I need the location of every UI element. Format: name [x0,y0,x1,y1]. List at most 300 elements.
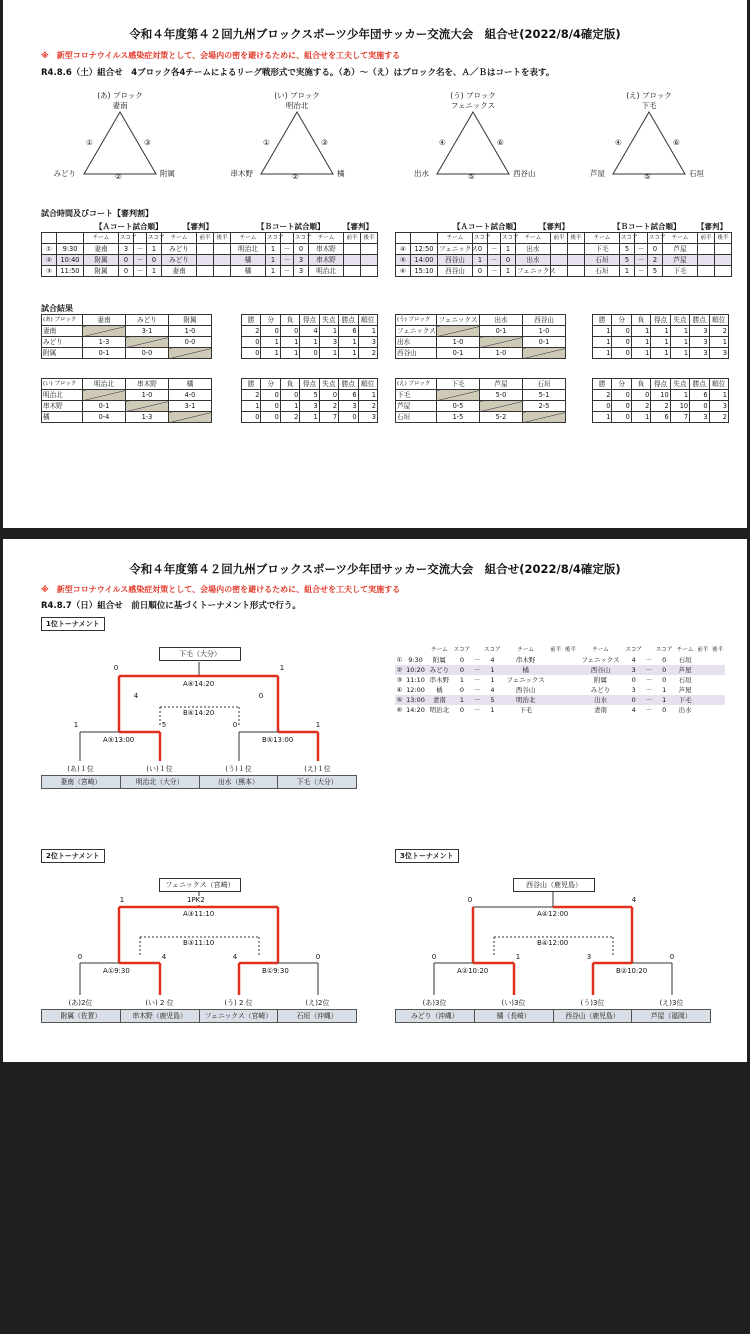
team-cell: 妻南 [162,266,197,277]
stat-header: 負 [631,315,650,326]
block-label: (い) ブロック [42,379,83,390]
edge-match-number: ④ [439,138,446,147]
diagonal-cell [523,348,566,359]
t1-winner: 下毛（大分） [159,647,241,661]
stats-row [242,326,378,337]
score-cell: 0 [662,656,667,664]
team-cell: 出水 [516,244,551,255]
block-team-right: 橘 [337,169,345,178]
score-cell: － [488,266,501,277]
score-cell: 0 [501,255,516,266]
team-name: 西谷山 [396,348,437,359]
header-cell: 後半 [712,647,724,653]
results-row [42,326,212,337]
score-cell: 1 [473,255,488,266]
score-cell: － [645,656,653,664]
result-cell: 1-5 [437,412,480,423]
referee-cell [715,244,732,255]
stat-header: 負 [280,315,299,326]
header-cell: 前半 [550,647,562,653]
results-grid-e [395,378,566,423]
t2-semi-right: B①9:30 [262,967,289,975]
block-team-right: 西谷山 [513,169,536,178]
team-name: 下毛 [396,390,437,401]
results-row [396,401,566,412]
score-cell: － [134,266,147,277]
bracket-team: 西谷山（鹿児島） [554,1010,633,1022]
team-cell: 芦屋 [663,244,698,255]
team-cell: 芦屋 [675,665,696,675]
score-cell: 1 [654,695,675,705]
team-cell: 下毛 [663,266,698,277]
score-cell: 0 [623,695,644,705]
stat-header: 勝 [242,315,261,326]
schedule-row [395,675,725,685]
stat-cell: 6 [690,390,709,401]
header-cell: スコア [620,233,635,244]
stat-header: 得点 [300,379,319,390]
referee-cell [214,244,231,255]
result-cell: 5-0 [480,390,523,401]
header-cell: スコア [501,233,516,244]
score-cell: － [473,696,481,704]
referee-cell [563,705,578,715]
header-cell: チーム [162,233,197,244]
t2-third-match: B③11:10 [183,939,215,947]
seed-label: (い)１位 [146,765,173,773]
stats-row [593,412,729,423]
stat-header: 勝点 [339,379,358,390]
score-cell: － [635,255,648,266]
stat-header: 得点 [300,315,319,326]
header-cell: チーム [438,233,473,244]
score-cell: 3 [119,244,134,255]
bracket-team: 妻南（宮崎） [42,776,121,788]
results-title: 試合結果 [41,304,73,313]
diagonal-cell [437,390,480,401]
t1-final-match: A⑥14:20 [183,680,215,688]
stat-cell: 1 [593,412,612,423]
t1-score: 1 [315,721,321,729]
stat-cell: 0 [612,390,631,401]
team-cell: みどり [162,244,197,255]
score-cell: 1 [147,266,162,277]
stat-cell: 1 [593,326,612,337]
t1-score: 0 [113,664,119,672]
team-cell: 明治北 [429,706,450,714]
stats-row [593,401,729,412]
score-cell: 4 [490,656,495,664]
seed-label: (あ)2位 [68,999,93,1007]
referee-cell [197,244,214,255]
stat-header: 負 [631,379,650,390]
referee-label: 【審判】 [697,222,727,231]
schedule-title: 試合時間及びコート【審判割】 [41,209,153,218]
edge-match-number: ② [292,172,299,181]
stat-cell: 0 [242,348,261,359]
referee-cell [563,685,578,695]
block-label: (え) ブロック [396,379,437,390]
results-grid-u [395,314,566,359]
score-cell: － [645,676,653,684]
stat-cell: 6 [339,326,358,337]
score-cell: 0 [654,665,675,675]
schedule-header-row [42,233,378,244]
score-cell: 0 [459,656,464,664]
header-cell: 後半 [715,233,732,244]
t2-semi-left: A①9:30 [103,967,130,975]
stat-header: 失点 [670,315,689,326]
block-team-top: フェニックス [450,101,496,110]
schedule-row [395,665,725,675]
stat-cell: 3 [709,401,728,412]
t1-semi-right: B⑤13:00 [262,736,294,744]
header-cell: チーム [84,233,119,244]
referee-cell [568,255,585,266]
stat-cell: 0 [612,337,631,348]
stat-cell: 1 [261,348,280,359]
team-cell: 附属 [594,676,607,684]
referee-cell [361,255,378,266]
referee-cell [710,655,725,665]
diagonal-cell [83,326,126,337]
team-name: 出水 [396,337,437,348]
stat-cell: 1 [261,337,280,348]
result-cell: 4-0 [169,390,212,401]
stat-header: 失点 [319,379,338,390]
score-cell: 0 [648,244,663,255]
stat-cell: 0 [690,401,709,412]
diagonal-cell [169,412,212,423]
team-cell: みどり [162,255,197,266]
header-cell: チーム [431,647,448,653]
block-team-right: 石垣 [689,169,704,178]
match-time: 9:30 [57,244,84,255]
referee-cell [710,705,725,715]
t2-winner: フェニックス（宮崎） [159,878,241,892]
block-team-top: 明治北 [285,101,309,110]
result-cell: 5-2 [480,412,523,423]
referee-cell [696,655,711,665]
stat-cell: 3 [319,337,338,348]
referee-cell [710,665,725,675]
t1-score: 4 [133,692,139,700]
team-header: 石垣 [523,379,566,390]
header-cell: 後半 [568,233,585,244]
edge-match-number: ⑥ [673,138,680,147]
stats-header-row [593,379,729,390]
score-cell: － [473,666,481,674]
referee-cell [563,655,578,665]
bracket-team: 橘（長崎） [475,1010,554,1022]
header-cell: スコア [625,647,642,653]
bracket-team: 出水（熊本） [200,776,279,788]
edge-match-number: ⑥ [497,138,504,147]
results-stats-e [592,378,729,423]
referee-cell [548,685,563,695]
block-name: (あ) ブロック [97,91,143,100]
team-name: フェニックス [397,326,436,335]
team-cell: 西谷山 [578,665,624,675]
t3-final-match: A④12:00 [537,910,569,918]
team-cell: フェニックス [506,676,545,684]
header-cell [411,233,438,244]
score-cell: 1 [266,255,281,266]
stat-header: 分 [612,315,631,326]
score-cell: － [473,656,481,664]
team-cell: フェニックス [517,266,556,275]
schedule-table-right [395,232,732,277]
block-team-left: みどり [53,169,76,178]
stat-cell: 10 [670,401,689,412]
edge-match-number: ③ [144,138,151,147]
team-cell: 下毛 [585,244,620,255]
team-name: 石垣 [396,412,437,423]
stat-cell: 1 [280,348,299,359]
stat-header: 勝点 [690,315,709,326]
referee-cell [696,695,711,705]
stat-cell: 2 [242,390,261,401]
score-cell: 2 [648,255,663,266]
schedule-row [396,244,732,255]
score-cell: 5 [482,695,503,705]
stat-cell: 7 [670,412,689,423]
stat-cell: 0 [612,401,631,412]
stat-cell: 0 [300,348,319,359]
stats-header-row [593,315,729,326]
court-b-label: 【Ｂコート試合順】 [257,222,325,231]
t3-score: 0 [431,953,437,961]
stat-cell: 7 [319,412,338,423]
stat-cell: 1 [242,401,261,412]
court-a-label: 【Ａコート試合順】 [95,222,163,231]
edge-match-number: ① [86,138,93,147]
header-cell: 後半 [361,233,378,244]
team-cell: 附属 [84,266,119,277]
schedule-row [395,685,725,695]
match-number: ① [396,656,403,664]
score-cell: 0 [119,266,134,277]
team-header: 明治北 [83,379,126,390]
stat-cell: 1 [651,326,670,337]
covid-note: ※ 新型コロナウイルス感染症対策として、会場内の密を避けるために、組合せを工夫して実施する [41,585,401,594]
result-cell: 1-0 [126,390,169,401]
header-cell [472,645,482,655]
stat-cell: 3 [690,337,709,348]
sheet-day2 [3,539,747,1062]
team-header: 附属 [169,315,212,326]
match-time: 11:10 [406,676,425,684]
score-cell: 1 [501,244,516,255]
match-number: ⑤ [396,696,403,704]
referee-cell [563,665,578,675]
team-name: みどり [42,337,83,348]
results-header-row [396,379,566,390]
block-label: (う) ブロック [396,315,437,326]
stat-cell: 0 [339,412,358,423]
result-cell: 5-1 [523,390,566,401]
stat-header: 得点 [651,315,670,326]
header-cell [644,645,654,655]
results-row [396,412,566,423]
stat-cell: 1 [358,390,377,401]
stat-cell: 3 [709,348,728,359]
stat-cell: 1 [651,348,670,359]
team-cell: 石垣 [678,656,692,664]
schedule-row [42,255,378,266]
team-cell: フェニックス [581,656,620,664]
team-cell: 石垣 [585,255,620,266]
referee-cell [361,244,378,255]
score-cell: － [473,706,481,714]
sheet-day1 [3,0,747,528]
match-number: ⑤ [396,255,411,266]
header-cell: スコア [648,233,663,244]
stat-cell: 1 [631,326,650,337]
stat-cell: 2 [242,326,261,337]
referee-cell [710,675,725,685]
seed-label: (い)3位 [501,999,526,1007]
stat-cell: 0 [612,348,631,359]
team-cell: 出水 [678,706,692,714]
stats-header-row [242,315,378,326]
match-number: ⑥ [396,706,403,714]
team-cell: 明治北 [503,695,549,705]
team-header: みどり [126,315,169,326]
referee-cell [344,255,361,266]
header-cell: スコア [484,647,501,653]
score-cell: － [635,244,648,255]
stat-cell: 3 [358,412,377,423]
stat-cell: 0 [242,337,261,348]
court-a-label: 【Ａコート試合順】 [453,222,521,231]
stat-cell: 0 [261,412,280,423]
referee-cell [698,244,715,255]
t2-score: 1 [119,896,125,904]
t3-score: 1 [515,953,521,961]
referee-cell [548,665,563,675]
stat-cell: 1 [709,337,728,348]
edge-match-number: ⑤ [468,172,475,181]
result-cell: 0-0 [169,337,212,348]
referee-cell [568,244,585,255]
stat-cell: 1 [319,348,338,359]
stats-row [593,337,729,348]
header-cell: 後半 [214,233,231,244]
score-cell: － [645,696,653,704]
match-time: 13:00 [404,695,427,705]
stat-header: 分 [261,379,280,390]
result-cell: 3-1 [169,401,212,412]
header-cell: スコア [119,233,134,244]
stat-cell: 6 [651,412,670,423]
referee-cell [696,675,711,685]
referee-cell [548,695,563,705]
referee-cell [548,705,563,715]
team-cell: 串木野 [309,244,344,255]
court-b-label: 【Ｂコート試合順】 [613,222,681,231]
header-cell [395,645,404,655]
t3-semi-right: B②10:20 [616,967,648,975]
diagonal-cell [126,337,169,348]
stat-cell: 1 [651,337,670,348]
header-cell: チーム [592,647,609,653]
result-cell: 2-5 [523,401,566,412]
team-header: 出水 [480,315,523,326]
score-cell: 0 [662,706,667,714]
diagonal-cell [83,390,126,401]
header-cell [57,233,84,244]
score-cell: 1 [490,706,495,714]
score-cell: 3 [623,665,644,675]
diagonal-cell [169,348,212,359]
stat-cell: 6 [339,390,358,401]
referee-cell [715,266,732,277]
score-cell: 1 [662,686,667,694]
match-time: 14:20 [406,706,425,714]
referee-cell [214,255,231,266]
stat-cell: 2 [631,401,650,412]
stat-cell: 2 [593,390,612,401]
diagonal-cell [480,401,523,412]
stats-row [593,390,729,401]
stat-cell: 2 [651,401,670,412]
schedule-row [395,695,725,705]
stat-cell: 3 [690,326,709,337]
result-cell: 0-1 [523,337,566,348]
t1-semi-left: A⑤13:00 [103,736,135,744]
team-cell: 下毛 [675,695,696,705]
header-cell [42,233,57,244]
t2-score: 4 [161,953,167,961]
stat-cell: 1 [593,337,612,348]
stats-header-row [242,379,378,390]
header-cell: チーム [663,233,698,244]
t1-score: 0 [232,721,238,729]
team-cell: 附属 [84,255,119,266]
match-time: 11:50 [57,266,84,277]
schedule-row [396,266,732,277]
results-stats-u [592,314,729,359]
header-cell: 前半 [697,647,709,653]
score-cell: － [645,706,653,714]
stat-header: 失点 [670,379,689,390]
edge-match-number: ① [263,138,270,147]
team-header: 西谷山 [523,315,566,326]
team-cell: 芦屋 [663,255,698,266]
score-cell: 3 [294,255,309,266]
header-cell: チーム [231,233,266,244]
block-team-right: 附属 [160,169,175,178]
result-cell: 3-1 [126,326,169,337]
diagonal-cell [480,337,523,348]
result-cell: 1-0 [437,337,480,348]
match-number: ④ [396,244,411,255]
score-cell: 1 [147,244,162,255]
stat-cell: 0 [593,401,612,412]
team-cell: 附属 [432,656,446,664]
match-number: ③ [42,266,57,277]
team-cell: 明治北 [309,266,344,277]
t2-score: 4 [232,953,238,961]
t3-team-row [395,1009,711,1023]
header-cell: スコア [147,233,162,244]
result-cell: 1-0 [480,348,523,359]
score-cell: 4 [631,656,636,664]
results-header-row [396,315,566,326]
schedule-header-row [396,233,732,244]
score-cell: － [134,244,147,255]
